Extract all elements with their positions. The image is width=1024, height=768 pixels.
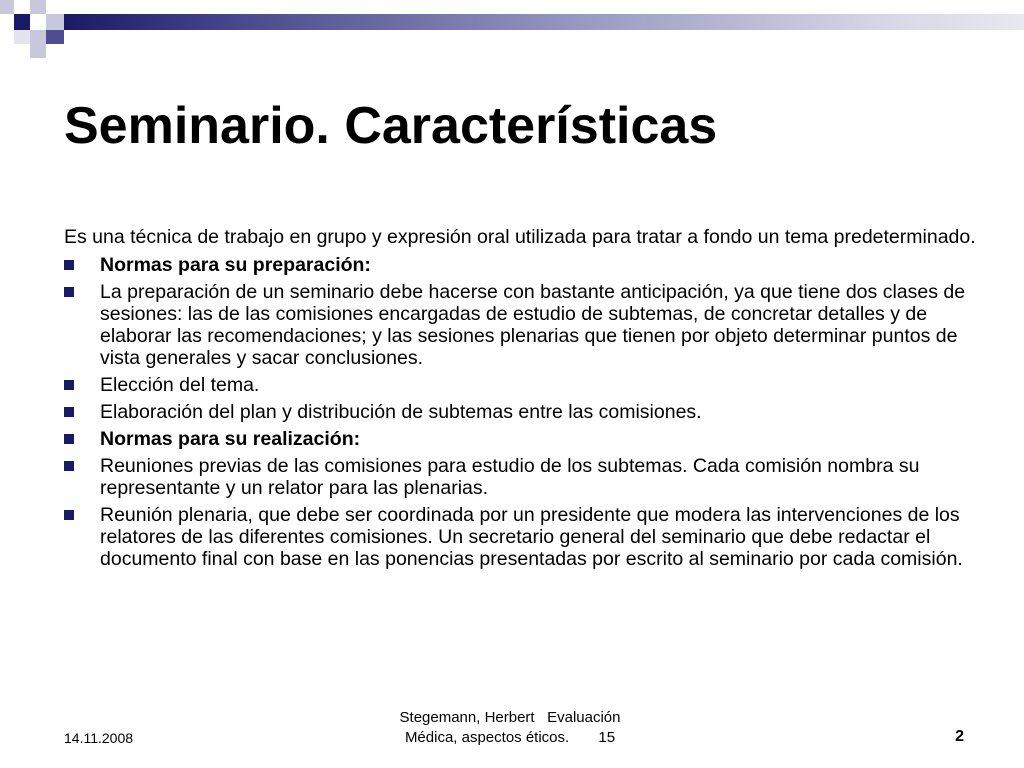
header-band xyxy=(64,14,1024,30)
deco-square xyxy=(14,14,30,30)
deco-square xyxy=(46,14,64,30)
square-bullet-icon xyxy=(64,287,74,297)
bullet-item xyxy=(64,374,984,396)
footer-date: 14.11.2008 xyxy=(64,730,134,746)
deco-square xyxy=(30,30,46,44)
bullet-text: Reunión plenaria, que debe ser coordinada por un presidente que modera las intervenciones de los relatores de las diferentes comisiones. Un secretario general del seminario que debe redactar el documento final con base en las ponencias presentadas por escrito al seminario por cada comisión. xyxy=(100,504,963,570)
bullet-item xyxy=(64,428,984,450)
bullet-item xyxy=(64,455,984,499)
footer-center-line-2: Médica, aspectos éticos. 15 xyxy=(404,729,616,746)
bullet-text: Normas para su realización: xyxy=(100,428,361,450)
footer-center-line-1: Stegemann, Herbert Evaluación xyxy=(399,709,621,726)
bullet-item xyxy=(64,254,984,276)
page-number: 2 xyxy=(955,728,964,745)
bullet-text: Normas para su preparación: xyxy=(100,254,371,276)
bullet-item xyxy=(64,281,984,369)
slide-title: Seminario. Características xyxy=(64,97,718,155)
bullet-list xyxy=(64,254,984,570)
header-decoration xyxy=(0,0,1024,70)
bullet-text: Elección del tema. xyxy=(100,374,260,396)
square-bullet-icon xyxy=(64,510,74,520)
bullet-text: La preparación de un seminario debe hacerse con bastante anticipación, ya que tiene dos clases de sesiones: las de las comisiones encargadas de estudio de subtemas, de concretar detalles y de elaborar las recomendaciones; y las sesiones plenarias que tienen por objeto determinar puntos de vista generales y sacar conclusiones. xyxy=(100,281,966,369)
bullet-text: Elaboración del plan y distribución de subtemas entre las comisiones. xyxy=(100,401,702,423)
deco-square xyxy=(30,44,46,58)
square-bullet-icon xyxy=(64,380,74,390)
square-bullet-icon xyxy=(64,461,74,471)
deco-square xyxy=(30,0,46,14)
deco-square xyxy=(46,30,64,44)
intro-paragraph: Es una técnica de trabajo en grupo y expresión oral utilizada para tratar a fondo un tema predeterminado. xyxy=(64,226,976,248)
slide-body xyxy=(64,226,984,575)
square-bullet-icon xyxy=(64,260,74,270)
square-bullet-icon xyxy=(64,407,74,417)
bullet-item xyxy=(64,504,984,570)
bullet-text: Reuniones previas de las comisiones para estudio de los subtemas. Cada comisión nombra su representante y un relator para las plenarias. xyxy=(100,455,920,499)
footer-center xyxy=(360,708,660,748)
square-bullet-icon xyxy=(64,434,74,444)
bullet-item xyxy=(64,401,984,423)
deco-square xyxy=(0,0,14,14)
deco-square xyxy=(14,30,30,44)
